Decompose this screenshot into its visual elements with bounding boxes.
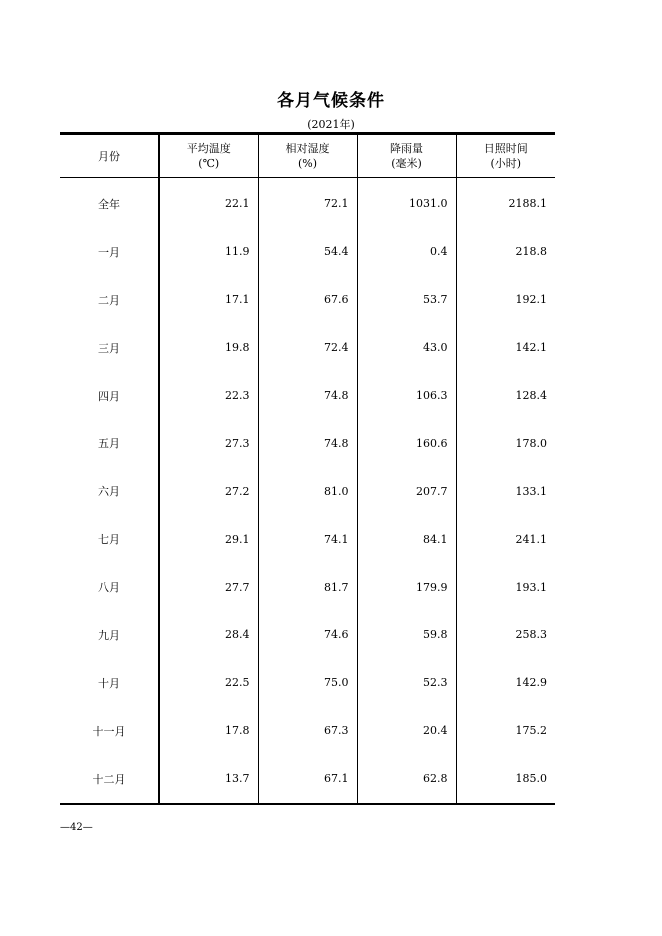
cell-rainfall: 43.0 xyxy=(357,324,456,372)
cell-month: 三月 xyxy=(60,324,159,372)
header-sunshine-label: 日照时间 xyxy=(483,142,528,155)
cell-month: 四月 xyxy=(60,372,159,420)
cell-humidity: 81.0 xyxy=(258,467,357,515)
cell-sunshine: 241.1 xyxy=(515,532,547,546)
page-subtitle: (2021年) xyxy=(307,118,355,131)
cell-month: 一月 xyxy=(60,228,159,276)
cell-temperature: 27.3 xyxy=(159,419,258,467)
header-month xyxy=(60,134,159,178)
cell-rainfall: 84.1 xyxy=(357,515,456,563)
table-row xyxy=(60,276,555,324)
cell-rainfall: 52.3 xyxy=(357,659,456,707)
cell-humidity: 81.7 xyxy=(258,563,357,611)
cell-sunshine: 2188.1 xyxy=(508,197,547,211)
cell-rainfall: 179.9 xyxy=(357,563,456,611)
cell-temperature: 17.1 xyxy=(159,276,258,324)
cell-temperature: 27.2 xyxy=(159,467,258,515)
cell-temperature: 17.8 xyxy=(159,707,258,755)
cell-sunshine: 185.0 xyxy=(515,772,547,786)
cell-sunshine: 128.4 xyxy=(515,389,547,402)
table-row xyxy=(60,515,555,563)
header-humidity xyxy=(258,134,357,178)
table-row xyxy=(60,611,555,659)
climate-table xyxy=(60,132,555,805)
cell-humidity: 67.6 xyxy=(258,276,357,324)
table-row xyxy=(60,228,555,276)
cell-temperature: 22.1 xyxy=(159,178,258,228)
cell-rainfall: 207.7 xyxy=(357,467,456,515)
table-row xyxy=(60,324,555,372)
cell-month: 八月 xyxy=(60,563,159,611)
table-row xyxy=(60,467,555,515)
cell-month: 五月 xyxy=(60,419,159,467)
table-body xyxy=(60,178,555,804)
cell-humidity: 67.1 xyxy=(258,755,357,804)
cell-humidity: 72.1 xyxy=(258,178,357,228)
header-humidity-unit: (%) xyxy=(297,157,318,170)
cell-month: 七月 xyxy=(60,515,159,563)
cell-rainfall: 59.8 xyxy=(357,611,456,659)
header-temperature-label: 平均温度 xyxy=(186,142,231,155)
header-rainfall-unit: (毫米) xyxy=(391,157,422,170)
cell-month: 十一月 xyxy=(60,707,159,755)
header-month-label: 月份 xyxy=(98,149,120,163)
header-rainfall-label: 降雨量 xyxy=(390,142,423,155)
cell-rainfall: 160.6 xyxy=(357,419,456,467)
header-row xyxy=(60,134,555,178)
cell-month: 六月 xyxy=(60,467,159,515)
cell-temperature: 19.8 xyxy=(159,324,258,372)
cell-month: 九月 xyxy=(60,611,159,659)
header-temperature-unit: (℃) xyxy=(198,157,220,170)
cell-rainfall: 53.7 xyxy=(357,276,456,324)
cell-month: 全年 xyxy=(60,178,159,228)
cell-sunshine: 175.2 xyxy=(515,724,547,738)
header-temperature xyxy=(159,134,258,178)
cell-humidity: 74.6 xyxy=(258,611,357,659)
cell-temperature: 22.3 xyxy=(159,372,258,420)
table-header xyxy=(60,134,555,178)
cell-sunshine: 192.1 xyxy=(515,293,547,307)
table-row xyxy=(60,707,555,755)
cell-humidity: 67.3 xyxy=(258,707,357,755)
table-row xyxy=(60,178,555,228)
header-humidity-label: 相对湿度 xyxy=(285,142,330,155)
header-sunshine xyxy=(456,134,555,178)
header-sunshine-unit: (小时) xyxy=(490,157,522,170)
cell-rainfall: 1031.0 xyxy=(357,178,456,228)
cell-humidity: 74.8 xyxy=(258,419,357,467)
cell-humidity: 74.1 xyxy=(258,515,357,563)
cell-humidity: 72.4 xyxy=(258,324,357,372)
table-row xyxy=(60,755,555,804)
table-row xyxy=(60,563,555,611)
cell-temperature: 28.4 xyxy=(159,611,258,659)
cell-temperature: 11.9 xyxy=(159,228,258,276)
table-row xyxy=(60,419,555,467)
cell-sunshine: 142.9 xyxy=(515,676,547,690)
cell-humidity: 74.8 xyxy=(258,372,357,420)
cell-month: 二月 xyxy=(60,276,159,324)
cell-month: 十月 xyxy=(60,659,159,707)
cell-sunshine: 142.1 xyxy=(515,341,547,355)
cell-temperature: 27.7 xyxy=(159,563,258,611)
cell-temperature: 29.1 xyxy=(159,515,258,563)
cell-sunshine: 133.1 xyxy=(515,484,547,498)
header-rainfall xyxy=(357,134,456,178)
cell-humidity: 75.0 xyxy=(258,659,357,707)
cell-rainfall: 20.4 xyxy=(357,707,456,755)
cell-rainfall: 0.4 xyxy=(357,228,456,276)
page-number: —42— xyxy=(60,822,93,833)
table-row xyxy=(60,372,555,420)
cell-temperature: 22.5 xyxy=(159,659,258,707)
cell-sunshine: 193.1 xyxy=(515,580,547,594)
cell-sunshine: 218.8 xyxy=(515,245,547,259)
cell-sunshine: 178.0 xyxy=(515,436,547,450)
cell-temperature: 13.7 xyxy=(159,755,258,804)
cell-rainfall: 62.8 xyxy=(357,755,456,804)
page-title: 各月气候条件 xyxy=(277,91,385,111)
cell-sunshine: 258.3 xyxy=(515,628,547,642)
cell-month: 十二月 xyxy=(60,755,159,804)
cell-humidity: 54.4 xyxy=(258,228,357,276)
table-row xyxy=(60,659,555,707)
cell-rainfall: 106.3 xyxy=(357,372,456,420)
